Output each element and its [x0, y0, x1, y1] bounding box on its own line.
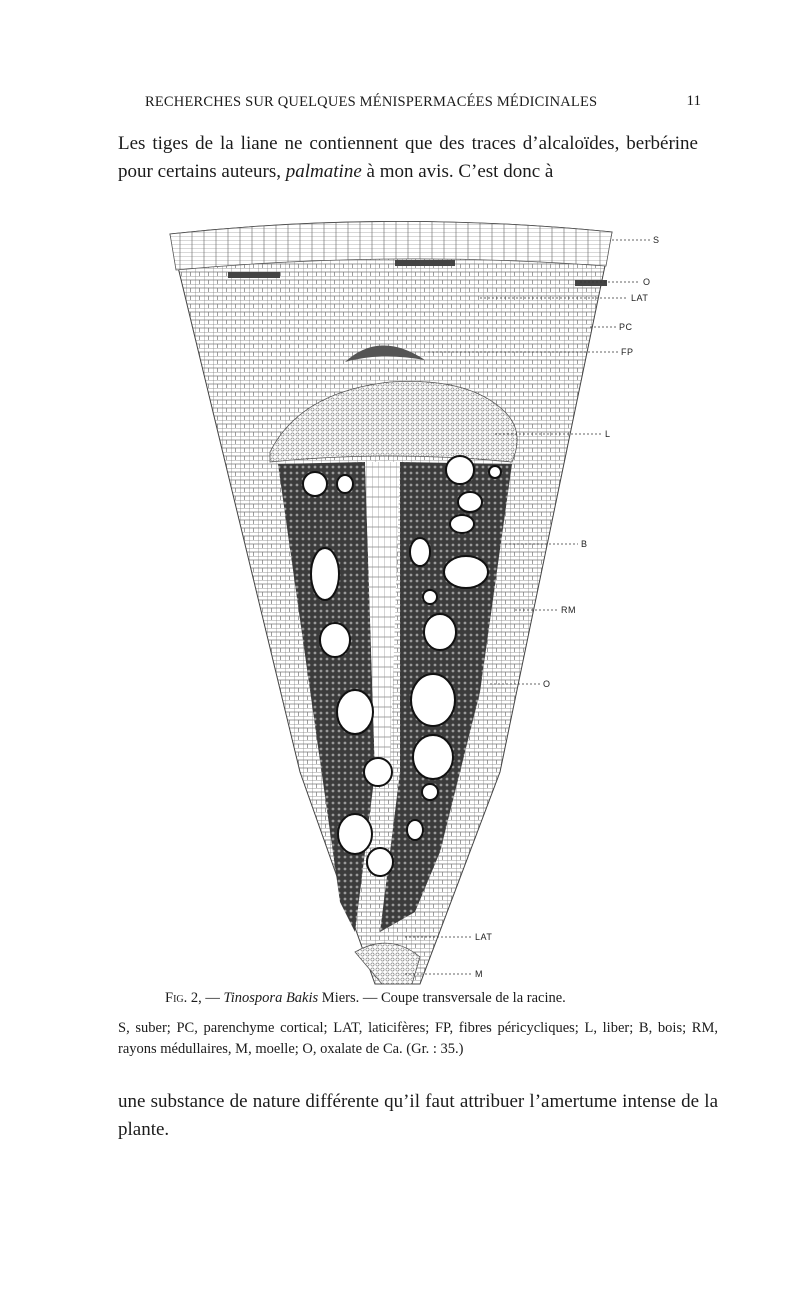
species-name: Tinospora Bakis	[223, 990, 319, 1006]
running-head: RECHERCHES SUR QUELQUES MÉNISPERMACÉES MÉDICINALES	[145, 94, 598, 110]
root-cross-section-figure	[150, 212, 690, 992]
paragraph-top	[118, 130, 698, 186]
label-suber: S	[653, 235, 660, 245]
label-medulla: M	[475, 969, 483, 979]
caption-rest: Miers. — Coupe transversale de la racine.	[318, 990, 566, 1006]
page-number: 11	[686, 93, 701, 109]
paragraph-top-end: à mon avis. C’est donc à	[361, 161, 554, 182]
label-pericyclic-fibres: FP	[621, 347, 634, 357]
label-oxalate-top: O	[643, 277, 651, 287]
figure-caption-legend: S, suber; PC, parenchyme cortical; LAT, laticifères; FP, fibres péricycliques; L, liber; B, bois; RM, rayons médullaires, M, moelle; O, oxalate de Ca. (Gr. : 35.)	[118, 1020, 718, 1057]
label-laticifers-top: LAT	[631, 293, 649, 303]
oxalate-cluster-1	[228, 272, 280, 278]
label-wood: B	[581, 539, 588, 549]
caption-dash: —	[201, 990, 224, 1006]
paragraph-bottom: une substance de nature différente qu’il faut attribuer l’amertume intense de la plante.	[118, 1091, 718, 1140]
label-medullary-rays: RM	[561, 605, 576, 615]
cross-section-illustration	[150, 212, 690, 992]
oxalate-cluster-2	[395, 260, 455, 266]
oxalate-cluster-3	[575, 280, 607, 286]
label-oxalate-bottom: O	[543, 679, 551, 689]
label-cortical-parenchyma: PC	[619, 322, 633, 332]
figure-caption-title	[165, 988, 765, 1009]
page-header	[145, 94, 705, 114]
paragraph-top-text: Les tiges de la liane ne contiennent que des traces d’alcaloïdes, berbérine pour certains auteurs,	[118, 133, 698, 182]
paragraph-top-italic: palmatine	[285, 161, 362, 182]
label-laticifers-bottom: LAT	[475, 932, 493, 942]
figure-number: Fig. 2,	[165, 990, 202, 1006]
label-liber: L	[605, 429, 611, 439]
